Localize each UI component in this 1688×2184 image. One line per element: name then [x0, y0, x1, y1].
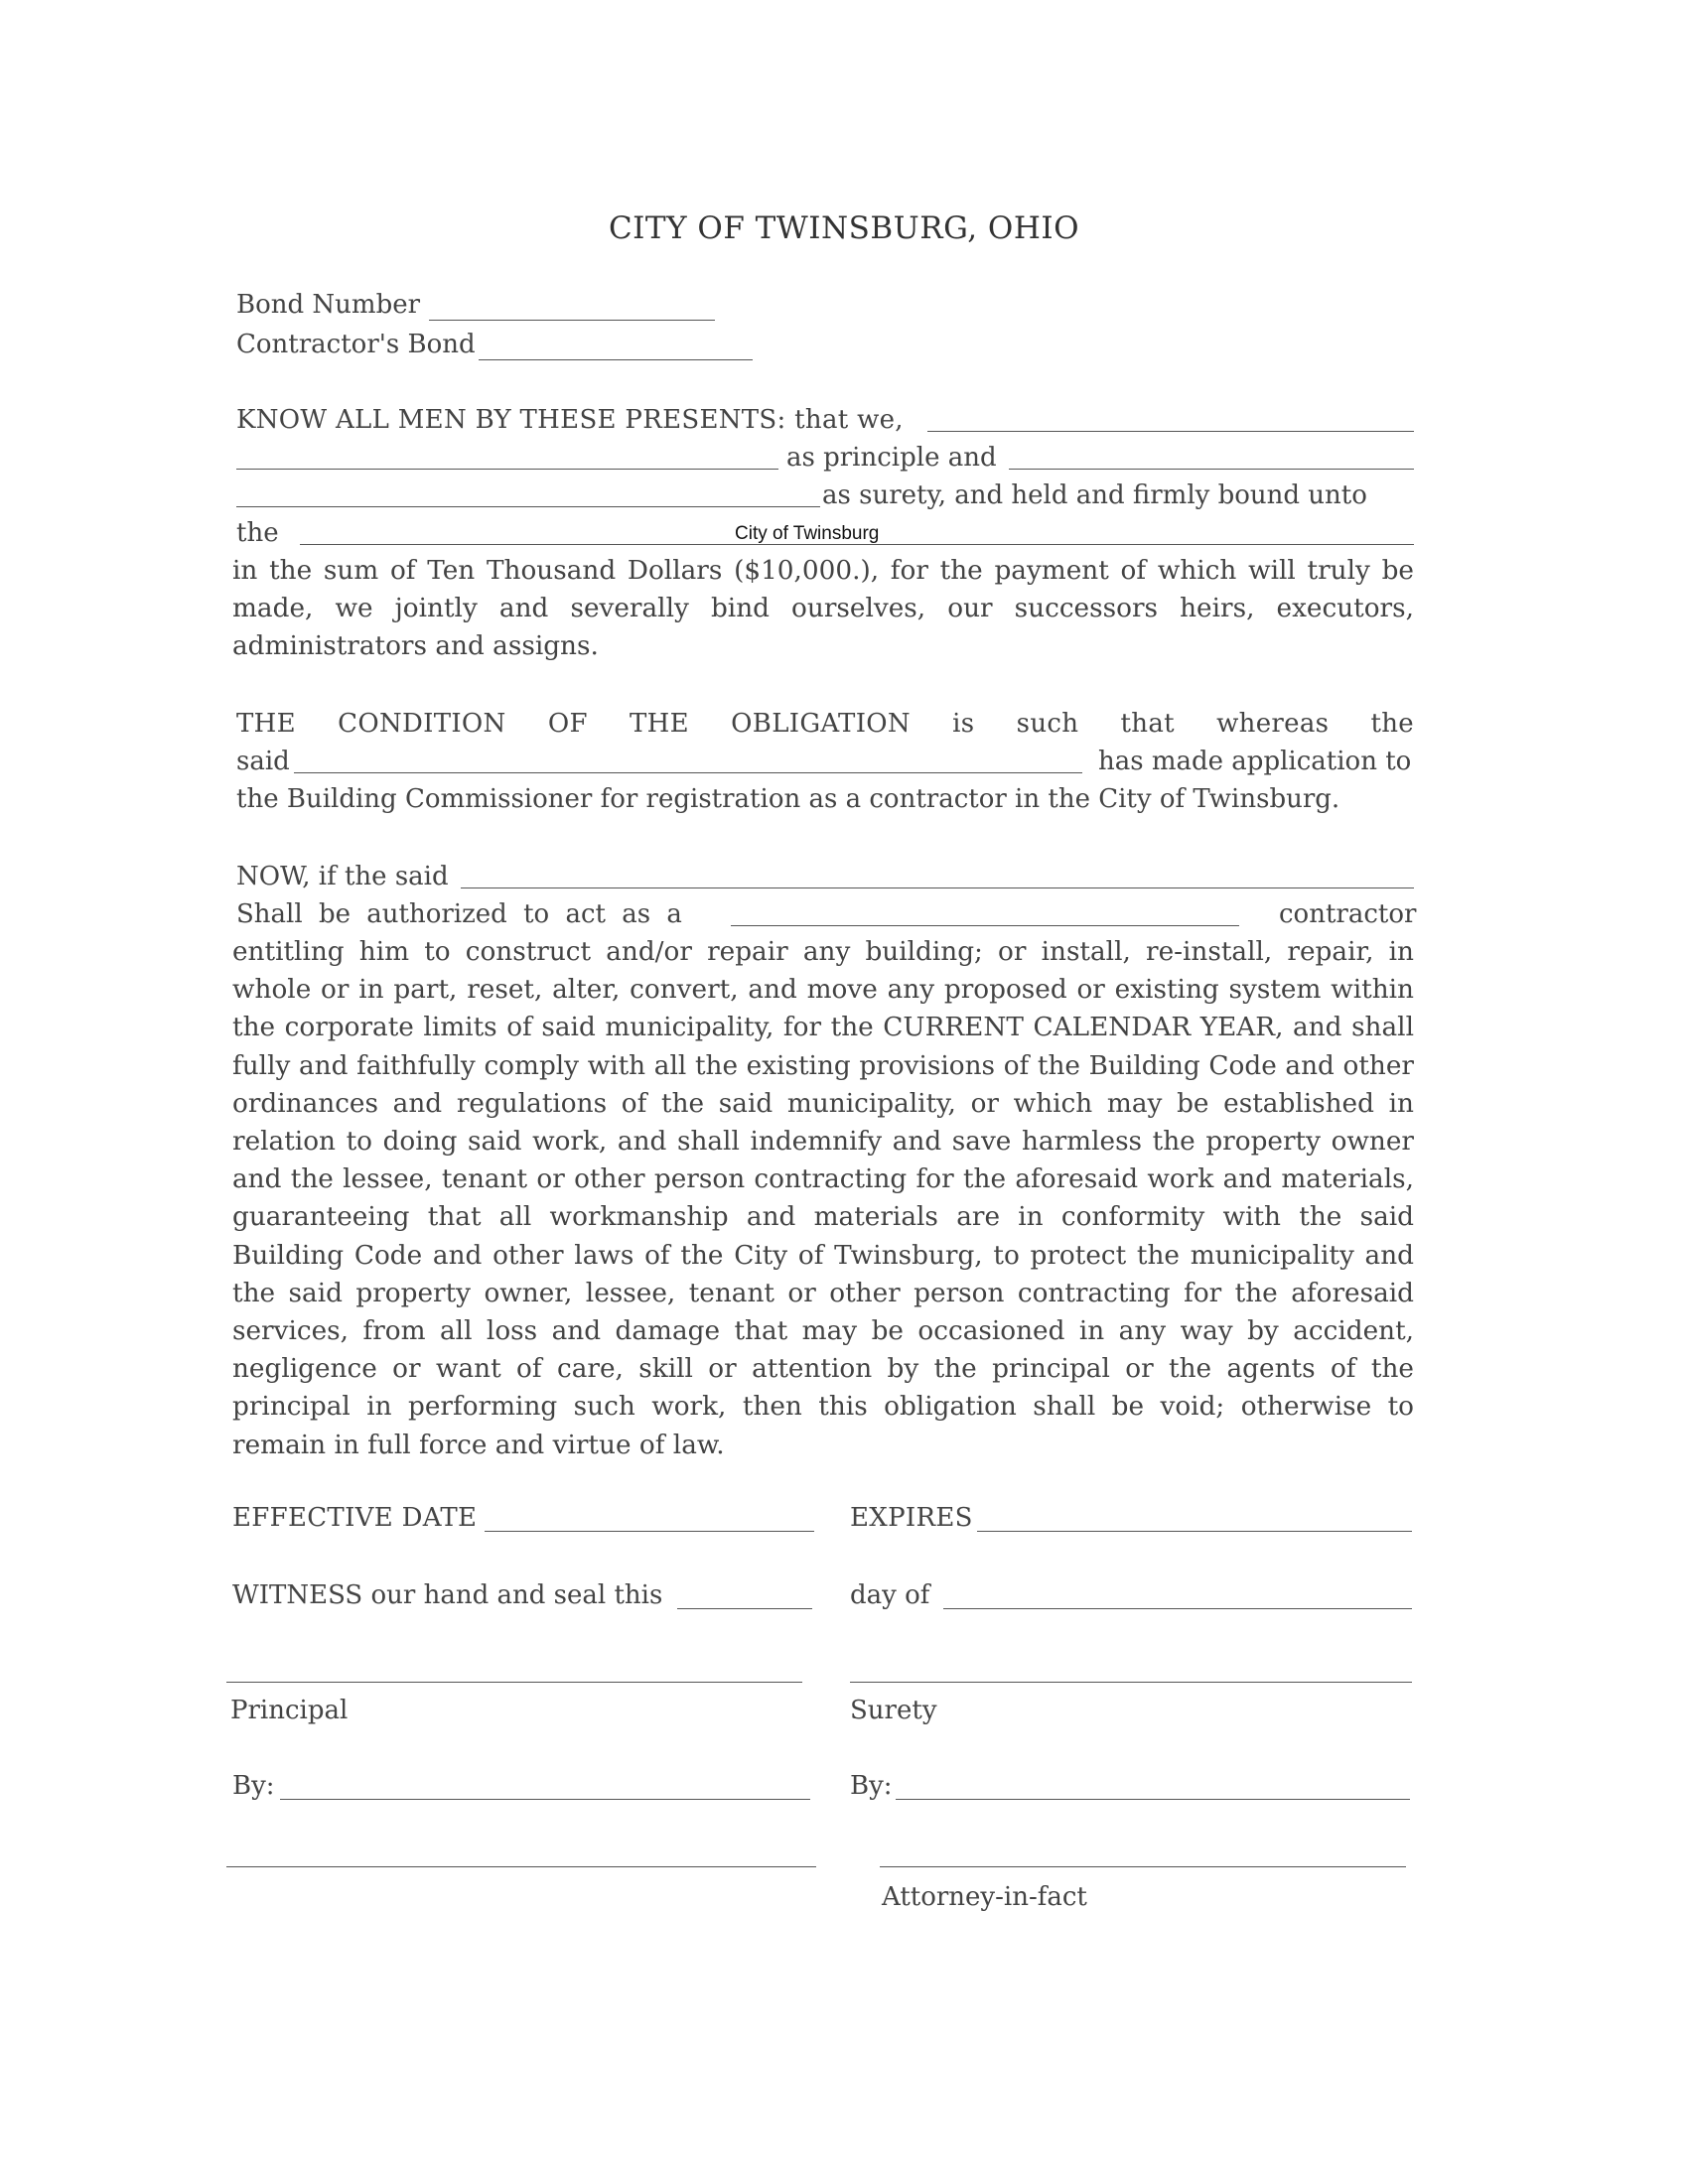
obligee-fill-text: City of Twinsburg	[735, 523, 880, 544]
effective-date-label: EFFECTIVE DATE	[232, 1503, 478, 1533]
witness-month-field[interactable]	[943, 1608, 1412, 1609]
surety-name-field-cont[interactable]	[236, 506, 820, 507]
expires-label: EXPIRES	[850, 1503, 973, 1533]
principal-name-field[interactable]	[927, 431, 1414, 432]
principal-by-label: By:	[232, 1771, 275, 1801]
principal-extra-line[interactable]	[226, 1866, 816, 1867]
principal-by-field[interactable]	[280, 1799, 810, 1800]
applicant-name-field[interactable]	[294, 772, 1082, 773]
principal-signature-line[interactable]	[226, 1682, 802, 1683]
witness-label: WITNESS our hand and seal this	[232, 1580, 663, 1610]
contractors-bond-field[interactable]	[479, 359, 753, 360]
day-of-label: day of	[850, 1580, 930, 1610]
now-paragraph: entitling him to construct and/or repair any building; or install, re-install, repair, in whole or in part, reset, alter, convert, and move any proposed or existing system within the corporate limits of said municipality, for the CURRENT CALENDAR YEAR, and shall fully and faithfully comply with all the existing provisions of the Building Code and other ordinances and regulations of the said municipality, or which may be established in relation to doing said work, and shall indemnify and save harmless the property owner and the lessee, tenant or other person contracting for the aforesaid work and materials, guaranteeing that all workmanship and materials are in conformity with the said Building Code and other laws of the City of Twinsburg, to protect the municipality and the said property owner, lessee, tenant or other person contracting for the aforesaid services, from all loss and damage that may be occasioned in any way by accident, negligence or want of care, skill or attention by the principal or the agents of the principal in performing such work, then this obligation shall be void; otherwise to remain in full force and virtue of law.	[232, 937, 1414, 1460]
surety-label: Surety	[850, 1696, 937, 1725]
as-surety-text: as surety, and held and firmly bound unto	[822, 480, 1367, 510]
attorney-label: Attorney-in-fact	[882, 1882, 1087, 1912]
condition-heading: THE CONDITION OF THE OBLIGATION is such that whereas the	[236, 709, 1414, 739]
surety-by-field[interactable]	[896, 1799, 1410, 1800]
condition-application-text: has made application to	[1098, 747, 1412, 776]
witness-day-field[interactable]	[677, 1608, 812, 1609]
contractor-word: contractor	[1279, 899, 1417, 929]
contractor-name-field[interactable]	[461, 887, 1414, 888]
contractor-type-field[interactable]	[731, 925, 1239, 926]
contractors-bond-label: Contractor's Bond	[236, 330, 476, 359]
the-label: the	[236, 518, 279, 548]
condition-said-label: said	[236, 747, 290, 776]
shall-authorized-text: Shall be authorized to act as a	[236, 899, 682, 929]
bond-number-field[interactable]	[429, 320, 715, 321]
surety-by-label: By:	[850, 1771, 893, 1801]
bond-number-label: Bond Number	[236, 290, 421, 320]
surety-name-field[interactable]	[1009, 469, 1414, 470]
attorney-signature-line[interactable]	[880, 1866, 1406, 1867]
sum-paragraph: in the sum of Ten Thousand Dollars ($10,000.), for the payment of which will truly be made, we jointly and severally bind ourselves, our successors heirs, executors, administrators and assigns.	[232, 556, 1414, 662]
effective-date-field[interactable]	[485, 1531, 814, 1532]
know-all-men-text: KNOW ALL MEN BY THESE PRESENTS: that we,	[236, 405, 904, 435]
principal-name-field-cont[interactable]	[236, 469, 778, 470]
expires-field[interactable]	[977, 1531, 1412, 1532]
condition-last-line: the Building Commissioner for registration as a contractor in the City of Twinsburg.	[236, 784, 1340, 814]
surety-signature-line[interactable]	[850, 1682, 1412, 1683]
principal-label: Principal	[230, 1696, 349, 1725]
as-principle-text: as principle and	[786, 443, 997, 473]
now-said-label: NOW, if the said	[236, 862, 449, 891]
document-title: CITY OF TWINSBURG, OHIO	[608, 210, 1080, 246]
